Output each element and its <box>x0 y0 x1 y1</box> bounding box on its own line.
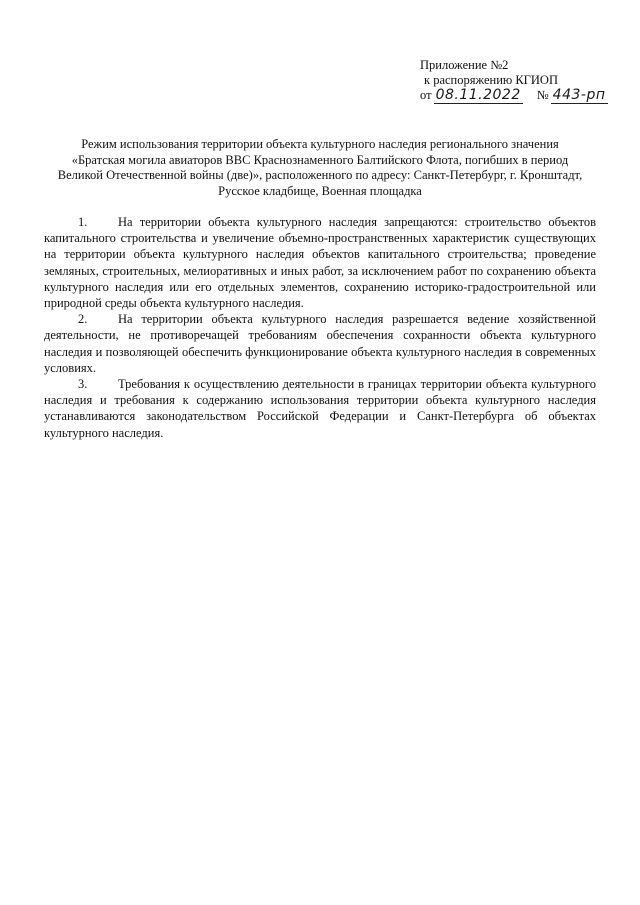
paragraph-text: На территории объекта культурного наследия разрешается ведение хозяйственной деятельности, не противоречащей требованиям обеспечения сохранности объекта культурного наследия и позволяющей обеспечить функционирование объекта культурного наследия в современных условиях. <box>44 312 596 375</box>
paragraph-3 <box>44 376 596 441</box>
title-line: Режим использования территории объекта культурного наследия регионального значения <box>81 137 559 151</box>
paragraph-2 <box>44 311 596 376</box>
title-line: «Братская могила авиаторов ВВС Краснознаменного Балтийского Флота, погибших в период <box>71 152 569 167</box>
handwritten-number: 443-рп <box>552 87 606 103</box>
appendix-header <box>420 58 620 104</box>
paragraph-1 <box>44 214 596 311</box>
appendix-order-reference: к распоряжению КГИОП <box>424 73 558 87</box>
appendix-title: Приложение №2 <box>420 58 509 72</box>
paragraph-text: На территории объекта культурного наследия запрещаются: строительство объектов капитального строительства и увеличение объемно-пространственных характеристик существующих на территории объекта культурного наследия объектов капитального строительства; проведение земляных, строительных, мелиоративных и иных работ, за исключением работ по сохранению объекта культурного наследия или его отдельных элементов, сохранению историко-градостроительной или природной среды объекта культурного наследия. <box>44 215 596 311</box>
document-body <box>44 214 596 441</box>
paragraph-number: 2. <box>78 312 88 327</box>
number-prefix: № <box>536 88 549 102</box>
handwritten-date: 08.11.2022 <box>435 87 521 103</box>
title-line: Русское кладбище, Военная площадка <box>218 183 422 198</box>
document-title <box>40 137 600 199</box>
paragraph-number: 3. <box>78 377 88 392</box>
date-prefix: от <box>420 88 432 102</box>
title-line: Великой Отечественной войны (две)», расположенного по адресу: Санкт-Петербург, г. Кронштадт, <box>57 168 583 182</box>
paragraph-number: 1. <box>78 215 88 229</box>
paragraph-text: Требования к осуществлению деятельности в границах территории объекта культурного наследия и требования к содержанию использования территории объекта культурного наследия устанавливаются законодательством Российской Федерации и Санкт-Петербурга об объектах культурного наследия. <box>44 377 596 440</box>
appendix-date-number-line <box>420 88 620 104</box>
